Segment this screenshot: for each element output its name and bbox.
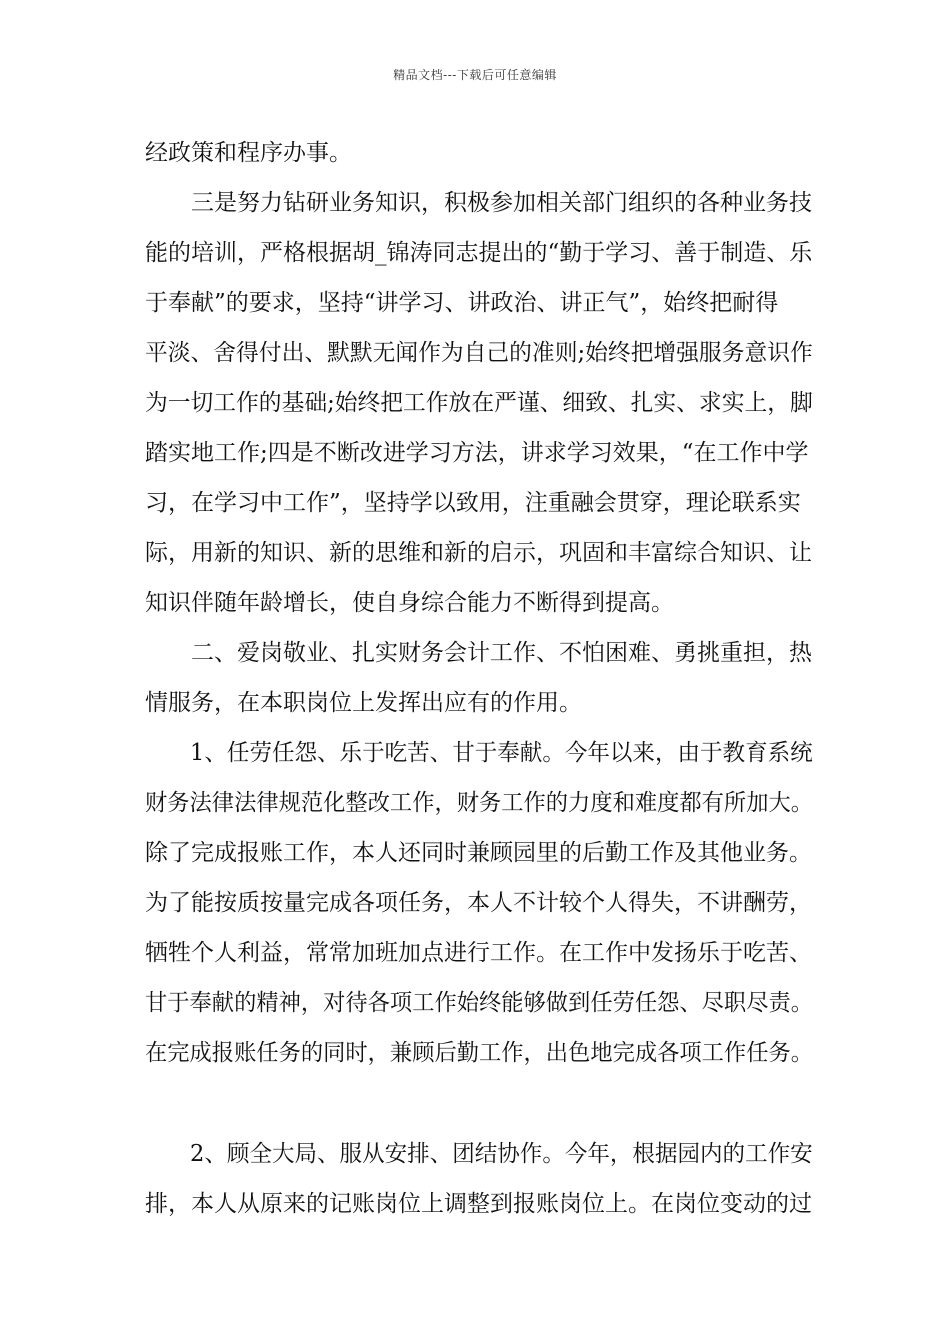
text-line: 除了完成报账工作，本人还同时兼顾园里的后勤工作及其他业务。: [145, 840, 812, 866]
paragraph-gap: [145, 1078, 813, 1129]
text-line: 排，本人从原来的记账岗位上调整到报账岗位上。在岗位变动的过: [145, 1191, 812, 1217]
text-line: 情服务，在本职岗位上发挥出应有的作用。: [145, 690, 582, 716]
document-body: [145, 128, 813, 1229]
paragraph-start-line: 1、任劳任怨、乐于吃苦、甘于奉献。今年以来，由于教育系统: [190, 740, 813, 766]
text-line: 为一切工作的基础;始终把工作放在严谨、细致、扎实、求实上，脚: [145, 390, 813, 416]
text-line: 习，在学习中工作”，坚持学以致用，注重融会贯穿，理论联系实: [145, 490, 801, 516]
text-line: 牺牲个人利益，常常加班加点进行工作。在工作中发扬乐于吃苦、: [145, 940, 812, 966]
text-line: 知识伴随年龄增长，使自身综合能力不断得到提高。: [145, 590, 674, 616]
paragraph-start-line: 2、顾全大局、服从安排、团结协作。今年，根据园内的工作安: [190, 1141, 813, 1167]
text-line: 在完成报账任务的同时，兼顾后勤工作，出色地完成各项工作任务。: [145, 1040, 813, 1066]
text-line: 于奉献”的要求，坚持“讲学习、讲政治、讲正气”，始终把耐得: [145, 290, 779, 316]
text-line: 经政策和程序办事。: [145, 140, 352, 166]
text-line: 平淡、舍得付出、默默无闻作为自己的准则;始终把增强服务意识作: [145, 340, 813, 366]
text-line: 甘于奉献的精神，对待各项工作始终能够做到任劳任怨、尽职尽责。: [145, 990, 813, 1016]
text-line: 为了能按质按量完成各项任务，本人不计较个人得失，不讲酬劳，: [145, 890, 812, 916]
paragraph-start-line: 二、爱岗敬业、扎实财务会计工作、不怕困难、勇挑重担，热: [191, 640, 812, 666]
text-line: 财务法律法律规范化整改工作，财务工作的力度和难度都有所加大。: [145, 790, 813, 816]
text-line: 际，用新的知识、新的思维和新的启示，巩固和丰富综合知识、让: [145, 540, 812, 566]
text-line: 能的培训，严格根据胡_锦涛同志提出的“勤于学习、善于制造、乐: [145, 240, 813, 266]
paragraph-start-line: 三是努力钻研业务知识，积极参加相关部门组织的各种业务技: [191, 190, 812, 216]
text-line: 踏实地工作;四是不断改进学习方法，讲求学习效果，“在工作中学: [145, 440, 809, 466]
page-header: 精品文档---下载后可任意编辑: [393, 68, 557, 82]
